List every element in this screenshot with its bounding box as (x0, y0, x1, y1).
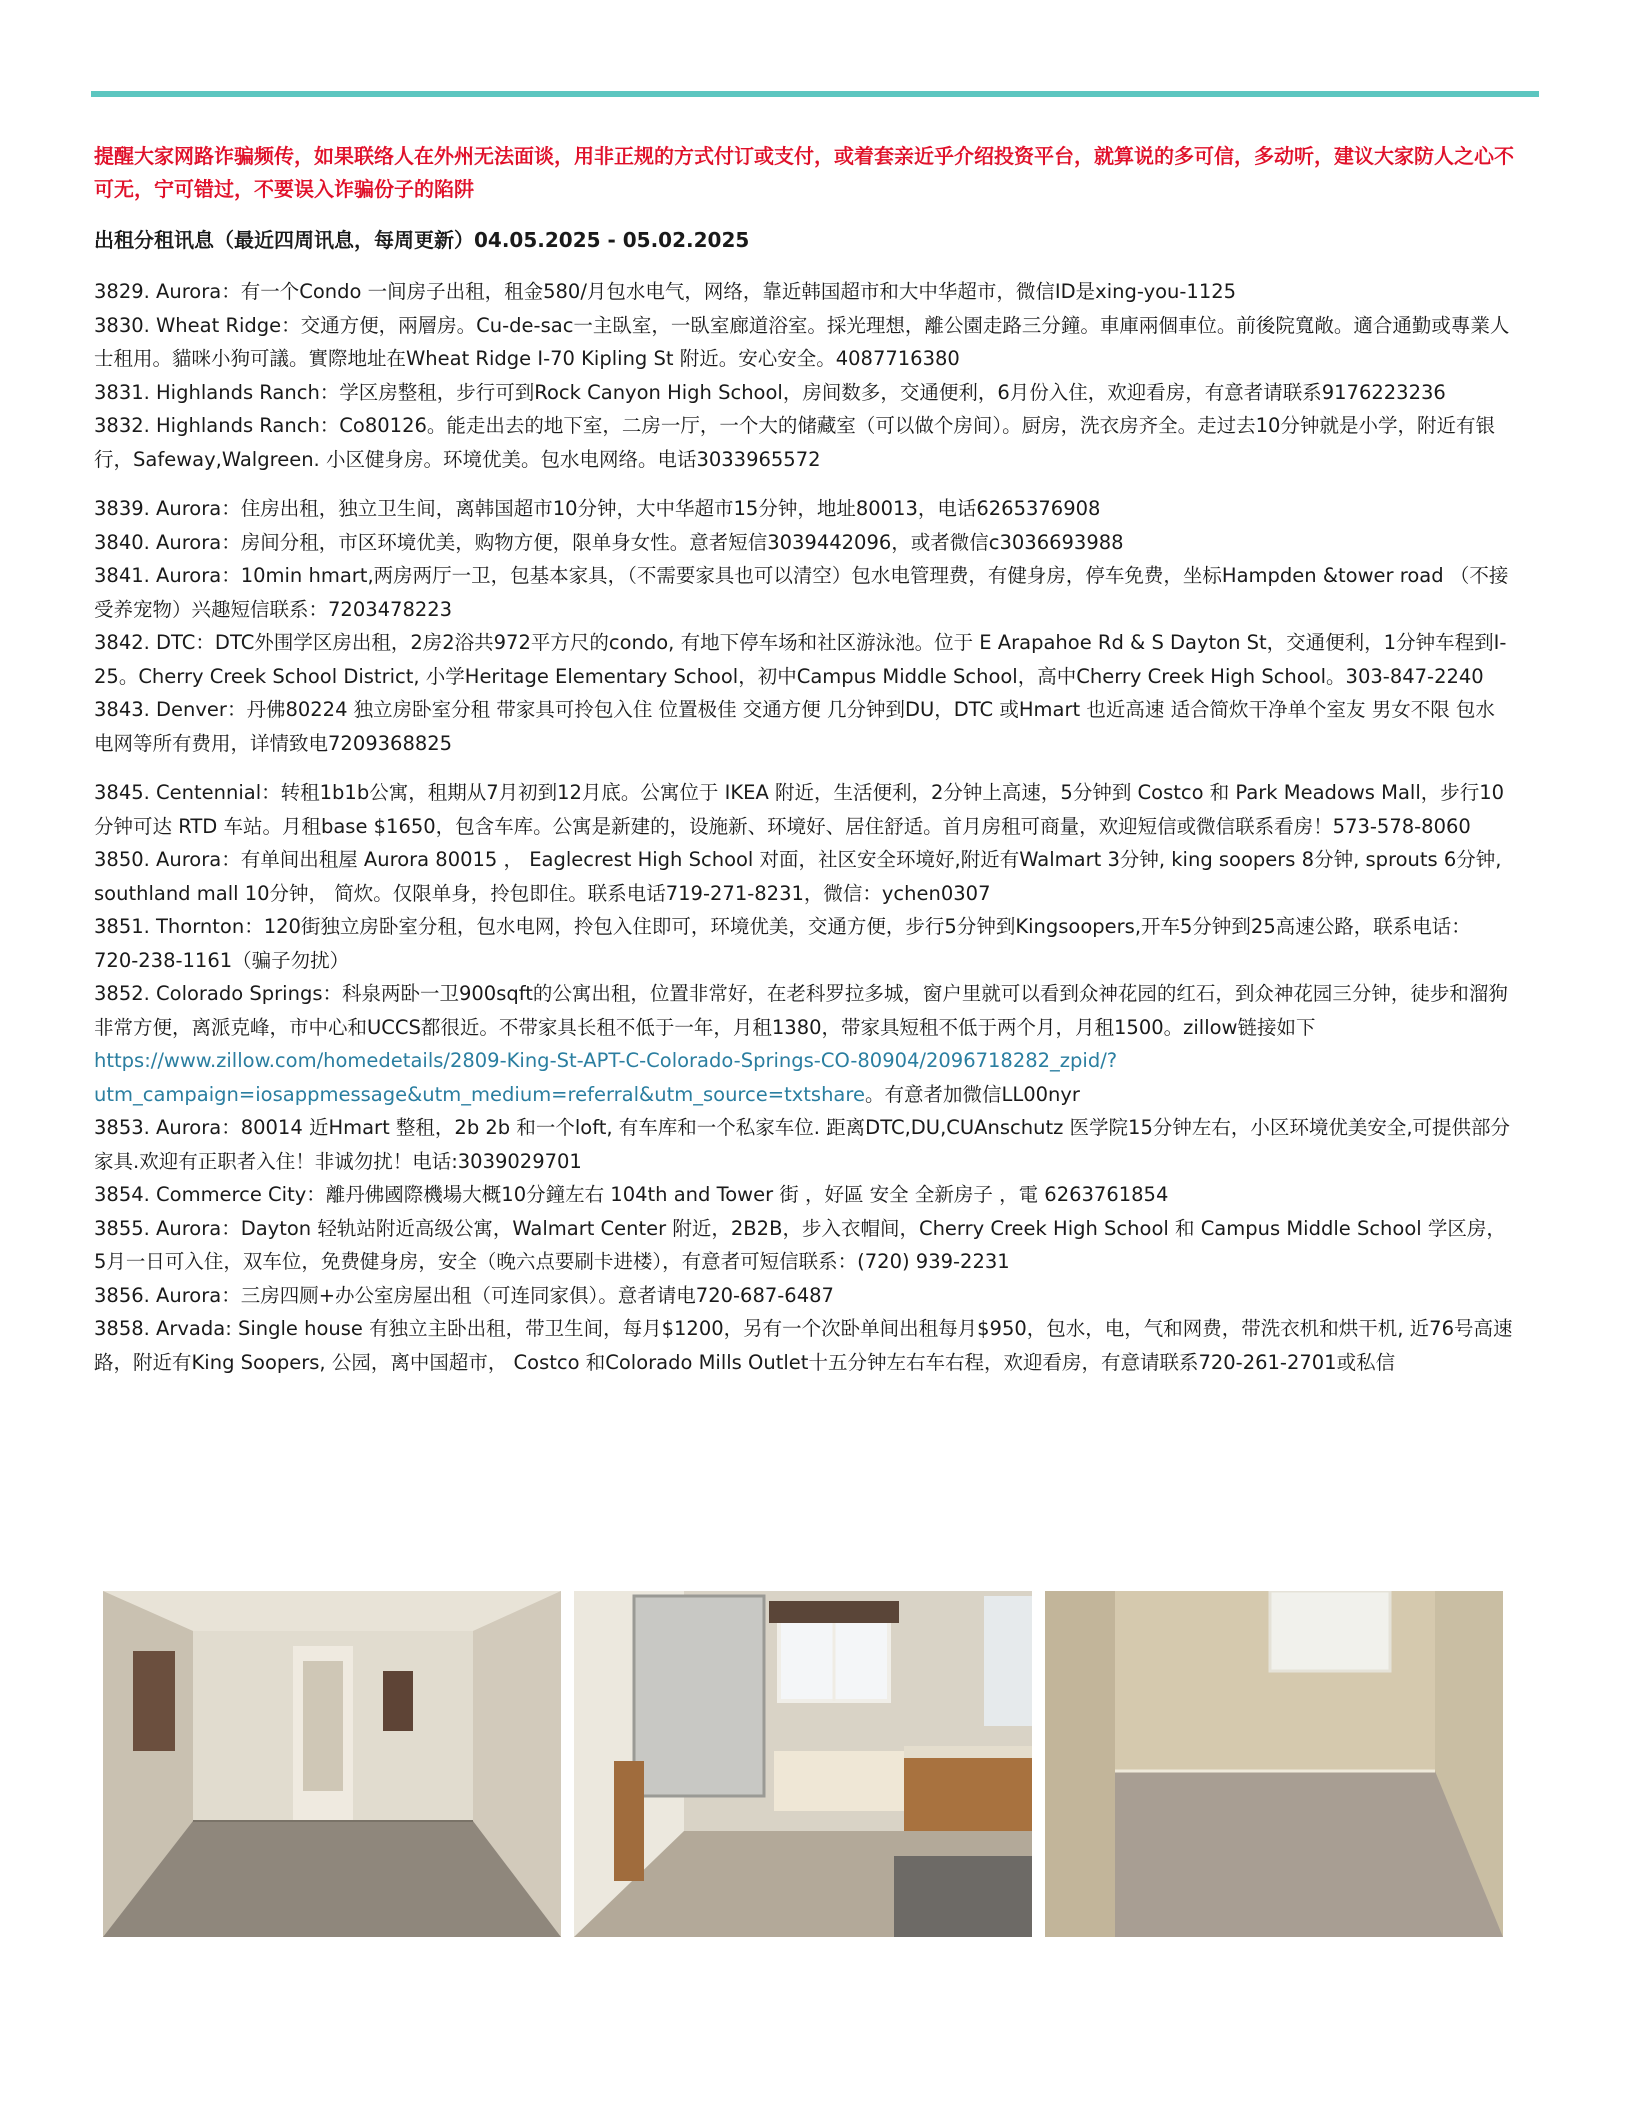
fraud-warning: 提醒大家网路诈骗频传，如果联络人在外州无法面谈，用非正规的方式付订或支付，或着套亲近乎介绍投资平台，就算说的多可信，多动听，建议大家防人之心不可无，宁可错过，不要误入诈骗份子的陷阱 (94, 144, 1514, 201)
listing-item: 3853. Aurora：80014 近Hmart 整租，2b 2b 和一个loft, 有车库和一个私家车位. 距离DTC,DU,CUAnschutz 医学院15分钟左右，小区环境优美安全,可提供部分家具.欢迎有正职者入住！非诚勿扰！电话:3039029701 (94, 1116, 1511, 1173)
listing-item: 3830. Wheat Ridge：交通方便，兩層房。Cu-de-sac一主臥室，一臥室廊道浴室。採光理想，離公園走路三分鐘。車庫兩個車位。前後院寬敞。適合通勤或專業人士租用。貓咪小狗可議。實際地址在Wheat Ridge I-70 Kipling St 附近。安心安全。4087716380 (94, 313, 1510, 370)
section-heading: 出租分租讯息（最近四周讯息，每周更新）04.05.2025 - 05.02.2025 (94, 228, 750, 252)
listing-group-1 (94, 275, 1514, 476)
listing-item: 3840. Aurora：房间分租，市区环境优美，购物方便，限单身女性。意者短信3039442096，或者微信c3036693988 (94, 530, 1124, 554)
listing-item-3852 (94, 977, 1514, 1111)
bathroom-photo (574, 1591, 1032, 1937)
top-accent-rule (91, 91, 1539, 97)
listing-item: 3858. Arvada: Single house 有独立主卧出租，带卫生间，每月$1200，另有一个次卧单间出租每月$950，包水，电，气和网费，带洗衣机和烘干机, 近76号高速路，附近有King Soopers, 公园，离中国超市， Costco 和Colorado Mills Outlet十五分钟左右车右程，欢迎看房，有意请联系720-261-2701或私信 (94, 1317, 1513, 1374)
listing-group-2 (94, 492, 1514, 760)
listing-item: 3842. DTC：DTC外围学区房出租，2房2浴共972平方尺的condo, 有地下停车场和社区游泳池。位于 E Arapahoe Rd & S Dayton St，交通便利，1分钟车程到I-25。Cherry Creek School District, 小学Heritage Elementary School，初中Campus Middle School，高中Cherry Creek High School。303-847-2240 (94, 631, 1507, 688)
listing-item: 3841. Aurora：10min hmart,两房两厅一卫，包基本家具，（不需要家具也可以清空）包水电管理费，有健身房，停车免费，坐标Hampden &tower road （不接受养宠物）兴趣短信联系：7203478223 (94, 564, 1509, 621)
listing-item: 3831. Highlands Ranch：学区房整租，步行可到Rock Canyon High School，房间数多，交通便利，6月份入住，欢迎看房，有意者请联系9176223236 (94, 380, 1446, 404)
photo-strip (103, 1591, 1503, 1937)
listing-item: 3839. Aurora：住房出租，独立卫生间，离韩国超市10分钟，大中华超市15分钟，地址80013，电话6265376908 (94, 497, 1101, 520)
listing-item: 3851. Thornton：120街独立房卧室分租，包水电网，拎包入住即可，环境优美，交通方便，步行5分钟到Kingsoopers,开车5分钟到25高速公路，联系电话：720-238-1161（骗子勿扰） (94, 915, 1471, 972)
listing-group-3 (94, 776, 1514, 1379)
zillow-link[interactable]: https://www.zillow.com/homedetails/2809-King-St-APT-C-Colorado-Springs-CO-80904/2096718282_zpid/?utm_campaign=iosappmessage&utm_medium=referral&utm_source=txtshare (94, 1049, 1118, 1106)
listing-item: 3845. Centennial：转租1b1b公寓，租期从7月初到12月底。公寓位于 IKEA 附近，生活便利，2分钟上高速，5分钟到 Costco 和 Park Meadows Mall，步行10分钟可达 RTD 车站。月租base $1650，包含车库。公寓是新建的，设施新、环境好、居住舒适。首月房租可商量，欢迎短信或微信联系看房！573-578-8060 (94, 781, 1505, 838)
listing-item: 3850. Aurora：有单间出租屋 Aurora 80015 ， Eaglecrest High School 对面，社区安全环境好,附近有Walmart 3分钟, king soopers 8分钟, sprouts 6分钟, southland mall 10分钟， 简炊。仅限单身，拎包即住。联系电话719-271-8231，微信：ychen0307 (94, 848, 1502, 905)
listing-text: 。有意者加微信LL00nyr (864, 1082, 1080, 1106)
empty-room-photo (1045, 1591, 1503, 1937)
listing-item: 3829. Aurora：有一个Condo 一间房子出租，租金580/月包水电气，网络，靠近韩国超市和大中华超市，微信ID是xing-you-1125 (94, 280, 1237, 303)
listing-item: 3854. Commerce City：離丹佛國際機場大概10分鐘左右 104th and Tower 街 ，好區 安全 全新房子 ，電 6263761854 (94, 1183, 1169, 1206)
listing-item: 3856. Aurora：三房四厕+办公室房屋出租（可连同家俱）。意者请电720-687-6487 (94, 1283, 834, 1307)
listing-item: 3832. Highlands Ranch：Co80126。能走出去的地下室，二房一厅，一个大的储藏室（可以做个房间）。厨房，洗衣房齐全。走过去10分钟就是小学，附近有银行，Safeway,Walgreen. 小区健身房。环境优美。包水电网络。电话3033965572 (94, 414, 1495, 471)
listing-item: 3855. Aurora：Dayton 轻轨站附近高级公寓，Walmart Center 附近，2B2B，步入衣帽间，Cherry Creek High School 和 Campus Middle School 学区房，5月一日可入住，双车位，免费健身房，安全（晚六点要刷卡进楼），有意者可短信联系：(720) 939-2231 (94, 1216, 1506, 1273)
bedroom-photo (103, 1591, 561, 1937)
listings-content (94, 140, 1514, 1395)
listing-text: 3852. Colorado Springs：科泉两卧一卫900sqft的公寓出租，位置非常好，在老科罗拉多城，窗户里就可以看到众神花园的红石，到众神花园三分钟，徒步和溜狗非常方便，离派克峰，市中心和UCCS都很近。不带家具长租不低于一年，月租1380，带家具短租不低于两个月，月租1500。zillow链接如下 (94, 982, 1508, 1039)
listing-item: 3843. Denver：丹佛80224 独立房卧室分租 带家具可拎包入住 位置极佳 交通方便 几分钟到DU，DTC 或Hmart 也近高速 适合简炊干净单个室友 男女不限 包水电网等所有费用，详情致电7209368825 (94, 698, 1495, 755)
